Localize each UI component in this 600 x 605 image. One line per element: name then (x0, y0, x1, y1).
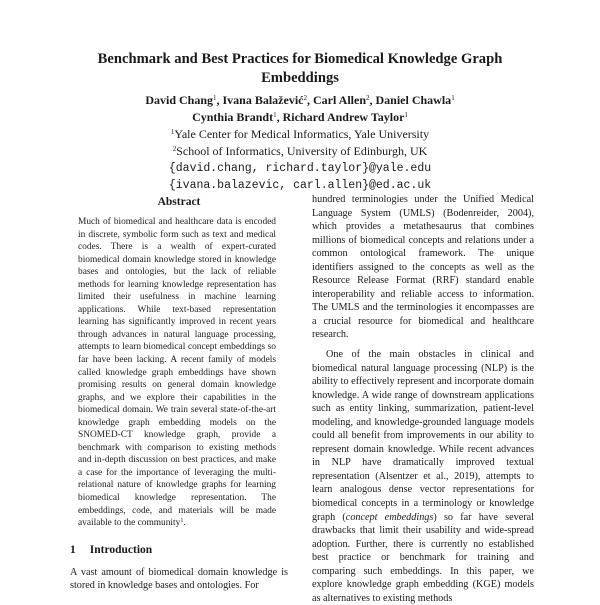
author-line-2 (40, 109, 560, 126)
separator: , (216, 93, 220, 107)
left-column (70, 196, 288, 593)
author-block (40, 92, 560, 194)
author-line-1 (40, 92, 560, 109)
section-number: 1 (70, 543, 76, 556)
author-name: Ivana Balažević (222, 93, 304, 107)
affiliation-mark: 1 (170, 128, 175, 136)
affiliation-mark: 1 (213, 94, 217, 102)
paragraph: hundred terminologies under the Unified Medical Language System (UMLS) (Bodenreider, 2004), which provides a metathesaurus that combines millions of biomedical concepts and relations under a common ontological framework. The unique identifiers assigned to the concepts as well as the Resource Release Format (RRF) standard enable interoperability and reliable access to information. The UMLS and the terminologies it encompasses are a crucial resource for biomedical and healthcare research. (312, 194, 534, 341)
emphasis-text: concept embeddings (345, 511, 434, 523)
intro-paragraph: A vast amount of biomedical domain knowledge is stored in knowledge bases and ontologies. For (70, 566, 288, 592)
affiliation-text: School of Informatics, University of Edinburgh, UK (176, 144, 428, 158)
affiliation-mark: 1 (404, 111, 408, 119)
email-line-1[interactable]: {david.chang, richard.taylor}@yale.edu (168, 162, 432, 175)
author-name: Carl Allen (313, 93, 366, 107)
email-line-2[interactable]: {ivana.balazevic, carl.allen}@ed.ac.uk (168, 179, 432, 192)
separator: , (307, 93, 310, 107)
affiliation-mark: 2 (172, 145, 177, 153)
author-name: David Chang (145, 93, 213, 107)
affiliation-mark: 1 (273, 111, 277, 119)
author-name: Daniel Chawla (375, 93, 452, 107)
separator: , (369, 93, 373, 107)
author-name: Richard Andrew Taylor (282, 110, 405, 124)
abstract-body (78, 216, 276, 530)
affiliation-mark: 1 (451, 94, 455, 102)
affiliation-2 (40, 143, 560, 160)
footnote-mark[interactable]: 1 (180, 518, 184, 525)
affiliation-mark: 2 (303, 94, 307, 102)
author-name: Cynthia Brandt (192, 110, 274, 124)
paragraph-text: ) so far have several drawbacks that limit their usability and wide-spread adoption. Further, there is currently no established best practice or benchmark for training and comparing such embeddings. In this paper, we explore knowledge graph embedding (KGE) models as alternatives to existing methods (312, 511, 534, 604)
paragraph-text: One of the main obstacles in clinical and biomedical natural language processing (NLP) is the ability to effectively represent and incorporate domain knowledge. A wide range of downstream applications such as entity linking, summarization, patient-level modeling, and knowledge-grounded language models could all benefit from improvements in our ability to represent domain knowledge. While recent advances in NLP have dramatically improved textual representation (Alsentzer et al., 2019), attempts to learn analogous dense vector representations for biomedical concepts in a terminology or knowledge graph ( (312, 349, 534, 523)
right-column (312, 193, 534, 605)
section-title: Introduction (89, 543, 153, 556)
abstract-text: Much of biomedical and healthcare data is encoded in discrete, symbolic form such as text and medical codes. There is a wealth of expert-curated biomedical domain knowledge stored in knowledge bases and ontologies, but the lack of reliable methods for learning knowledge representation has limited their usefulness in machine learning applications. While text-based representation learning has significantly improved in recent years through advances in natural language processing, attempts to learn biomedical concept embeddings so far have been lacking. A recent family of models called knowledge graph embeddings have shown promising results on general domain knowledge graphs, and we explore their capabilities in the biomedical domain. We train several state-of-the-art knowledge graph embedding models on the SNOMED-CT knowledge graph, provide a benchmark with comparison to existing methods and in-depth discussion on best practices, and make a case for the importance of leveraging the multi-relational nature of knowledge graphs for learning biomedical knowledge representation. The embeddings, code, and materials will be made available to the community (78, 217, 276, 529)
affiliation-1 (40, 126, 560, 143)
section-heading (70, 544, 288, 556)
paper-title: Benchmark and Best Practices for Biomedical Knowledge Graph Embeddings (97, 51, 503, 86)
separator: , (276, 110, 280, 124)
affiliation-text: Yale Center for Medical Informatics, Yale University (174, 127, 430, 141)
abstract-heading: Abstract (157, 196, 201, 208)
abstract-end: . (183, 518, 186, 529)
affiliation-mark: 2 (366, 94, 370, 102)
paragraph (312, 348, 534, 605)
